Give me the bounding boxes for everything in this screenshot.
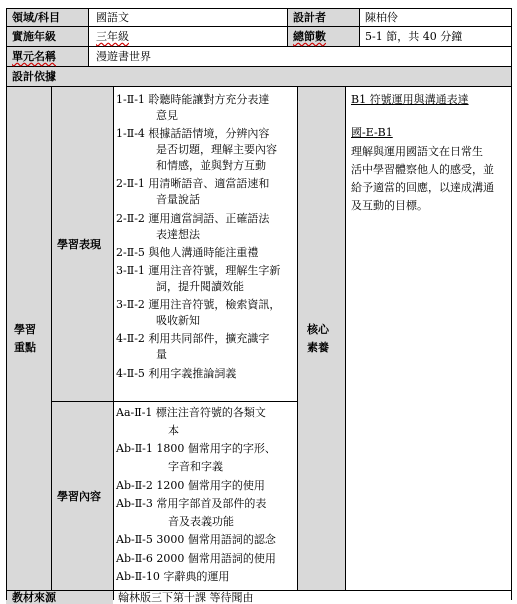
list-item-continuation: 本: [168, 424, 179, 437]
list-item: Ab-Ⅱ-3 常用字部首及部件的表: [116, 496, 267, 510]
list-item-continuation: 是否切題，理解主要內容: [156, 143, 277, 157]
list-item: Ab-Ⅱ-2 1200 個常用字的使用: [116, 478, 265, 492]
grid-line: [113, 86, 114, 600]
grade-value: 三年級: [96, 30, 129, 43]
list-item: 2-Ⅱ-2 運用適當詞語、正確語法: [116, 211, 270, 225]
grid-line: [6, 8, 7, 600]
core-label-bg: [297, 86, 345, 590]
list-item-continuation: 和情感，並與對方互動: [156, 159, 266, 173]
core-label-line2: 素養: [307, 341, 329, 354]
core-label-line1: 核心: [307, 323, 329, 336]
design-basis-label: 設計依據: [12, 70, 56, 83]
grid-line: [88, 8, 89, 66]
core-text-line: 及互動的目標。: [351, 199, 428, 212]
core-text-line: 給予適當的回應，以達成溝通: [351, 181, 494, 194]
core-text-line: 活中學習體察他人的感受，並: [351, 163, 494, 176]
list-item: 3-Ⅱ-2 運用注音符號，檢索資訊，: [116, 298, 281, 312]
grid-line: [345, 86, 346, 590]
focus-label-line1: 學習: [14, 323, 36, 336]
list-item-continuation: 字音和字義: [168, 460, 223, 474]
list-item: 3-Ⅱ-1 運用注音符號，理解生字新: [116, 264, 281, 277]
list-item-continuation: 表達想法: [156, 227, 200, 241]
list-item: Ab-Ⅱ-1 1800 個常用字的字形、: [116, 442, 276, 456]
domain-label: 領域/科目: [12, 11, 61, 24]
grid-line: [6, 86, 511, 87]
list-item-continuation: 吸收新知: [156, 314, 200, 328]
list-item-continuation: 量: [156, 348, 167, 362]
list-item: Ab-Ⅱ-6 2000 個常用語詞的使用: [116, 551, 276, 565]
grid-line: [51, 401, 297, 402]
grid-line: [6, 8, 511, 9]
domain-value: 國語文: [96, 11, 129, 24]
grid-line: [6, 66, 511, 67]
footer-value: 翰林版三下第十課 等待聞由: [118, 591, 254, 604]
grid-line: [287, 8, 288, 46]
content-list: [116, 406, 296, 590]
grid-line: [6, 26, 511, 27]
list-item: 1-Ⅱ-4 根據話語情境，分辨內容: [116, 127, 270, 141]
list-item-continuation: 音量說話: [156, 193, 200, 207]
grid-line: [6, 46, 511, 47]
focus-label-line2: 重點: [14, 341, 36, 354]
designer-label: 設計者: [293, 11, 326, 24]
grade-label: 實施年級: [12, 30, 56, 43]
performance-list: [116, 93, 296, 399]
performance-label: 學習表現: [57, 238, 101, 251]
list-item: 2-Ⅱ-5 與他人溝通時能注重禮: [116, 245, 259, 259]
list-item-continuation: 音及表義功能: [168, 514, 234, 528]
core-text-line: 理解與運用國語文在日常生: [351, 145, 483, 158]
total-value: 5-1 節，共 40 分鐘: [365, 30, 463, 43]
focus-label-bg: [6, 86, 51, 590]
list-item: 4-Ⅱ-5 利用字義推論詞義: [116, 366, 237, 380]
basis-label-bg: [6, 66, 511, 86]
list-item: Ab-Ⅱ-10 字辭典的運用: [116, 569, 230, 583]
list-item: Aa-Ⅱ-1 標注注音符號的各類文: [116, 406, 266, 419]
total-label: 總節數: [293, 30, 326, 43]
core-title: B1 符號運用與溝通表達: [351, 93, 469, 106]
unit-value: 漫遊書世界: [96, 50, 151, 63]
list-item: Ab-Ⅱ-5 3000 個常用語詞的認念: [116, 533, 276, 547]
list-item: 2-Ⅱ-1 用清晰語音、適當語速和: [116, 177, 270, 191]
designer-value: 陳柏伶: [365, 11, 398, 24]
list-item-continuation: 意見: [156, 109, 178, 122]
list-item: 4-Ⅱ-2 利用共同部件，擴充識字: [116, 332, 270, 346]
grid-line: [297, 86, 298, 590]
core-code: 國-E-B1: [351, 126, 393, 139]
grid-line: [511, 8, 512, 600]
list-item-continuation: 詞，提升閱讀效能: [156, 280, 244, 293]
footer-label: 教材來源: [12, 591, 56, 604]
grid-line: [6, 590, 511, 591]
unit-label: 單元名稱: [12, 50, 56, 63]
list-item: 1-Ⅱ-1 聆聽時能讓對方充分表達: [116, 93, 270, 106]
content-label: 學習內容: [57, 490, 101, 503]
grid-line: [51, 86, 52, 590]
grid-line: [359, 8, 360, 46]
